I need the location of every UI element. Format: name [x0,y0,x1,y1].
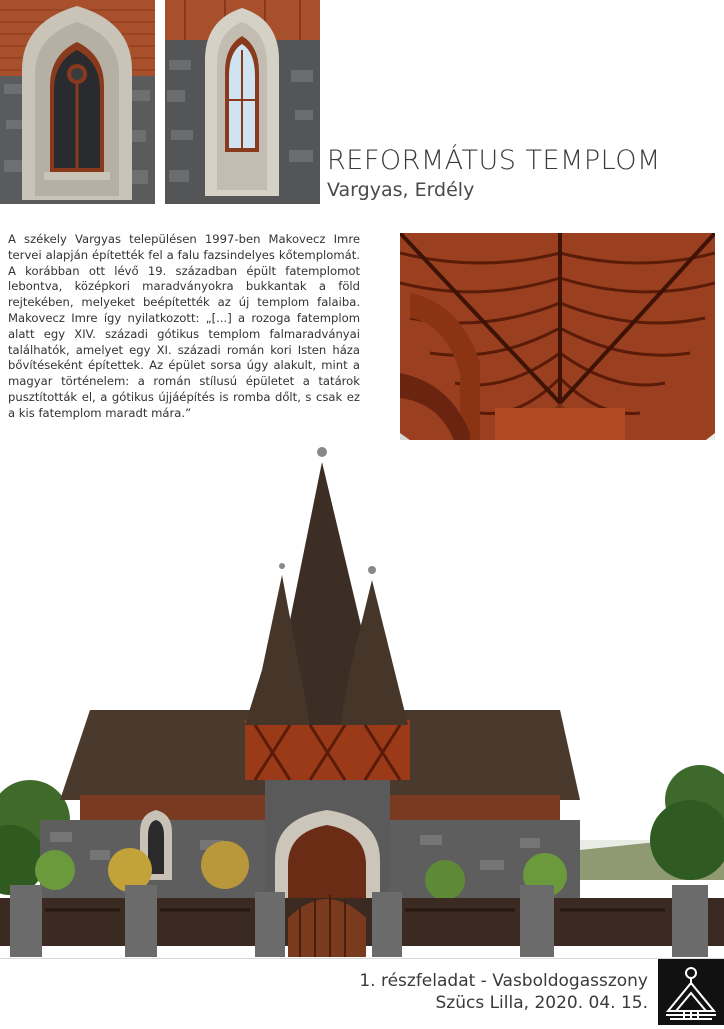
body-text [8,232,360,422]
window-photo-2 [165,0,320,204]
footer-author-date: Szücs Lilla, 2020. 04. 15. [435,993,648,1013]
page-title: REFORMÁTUS TEMPLOM [327,145,661,176]
logo-icon [658,959,724,1025]
page-subtitle: Vargyas, Erdély [327,179,475,201]
footer-project-line: 1. részfeladat - Vasboldogasszony [359,971,648,991]
body-paragraph: A székely Vargyas településen 1997-ben Makovecz Imre tervei alapján építették fel a falu fazsindelyes kőtemplomát. A korábban ott lévő 19. században épült fatemplomot lebontva, középkori maradványokra bukkantak a föld rejtekében, melyeket beépítették az új templom falaiba. Makovecz Imre így nyilatkozott: „[...] a rozoga fatemplom alatt egy XIV. századi gótikus templom falmaradványai találhatók, amelyet egy XI. századi román kori Isten háza bővítéseként építettek. Az épület sorsa úgy alakult, mint a magyar történelem: a román stílusú épületet a tatárok pusztították el, a gótikus újjáépítés is romba dőlt, s csak ez a kis fatemplom maradt mára.” [8,232,360,420]
footer [0,958,724,1025]
exterior-photo [0,440,724,957]
window-photo-1 [0,0,155,204]
